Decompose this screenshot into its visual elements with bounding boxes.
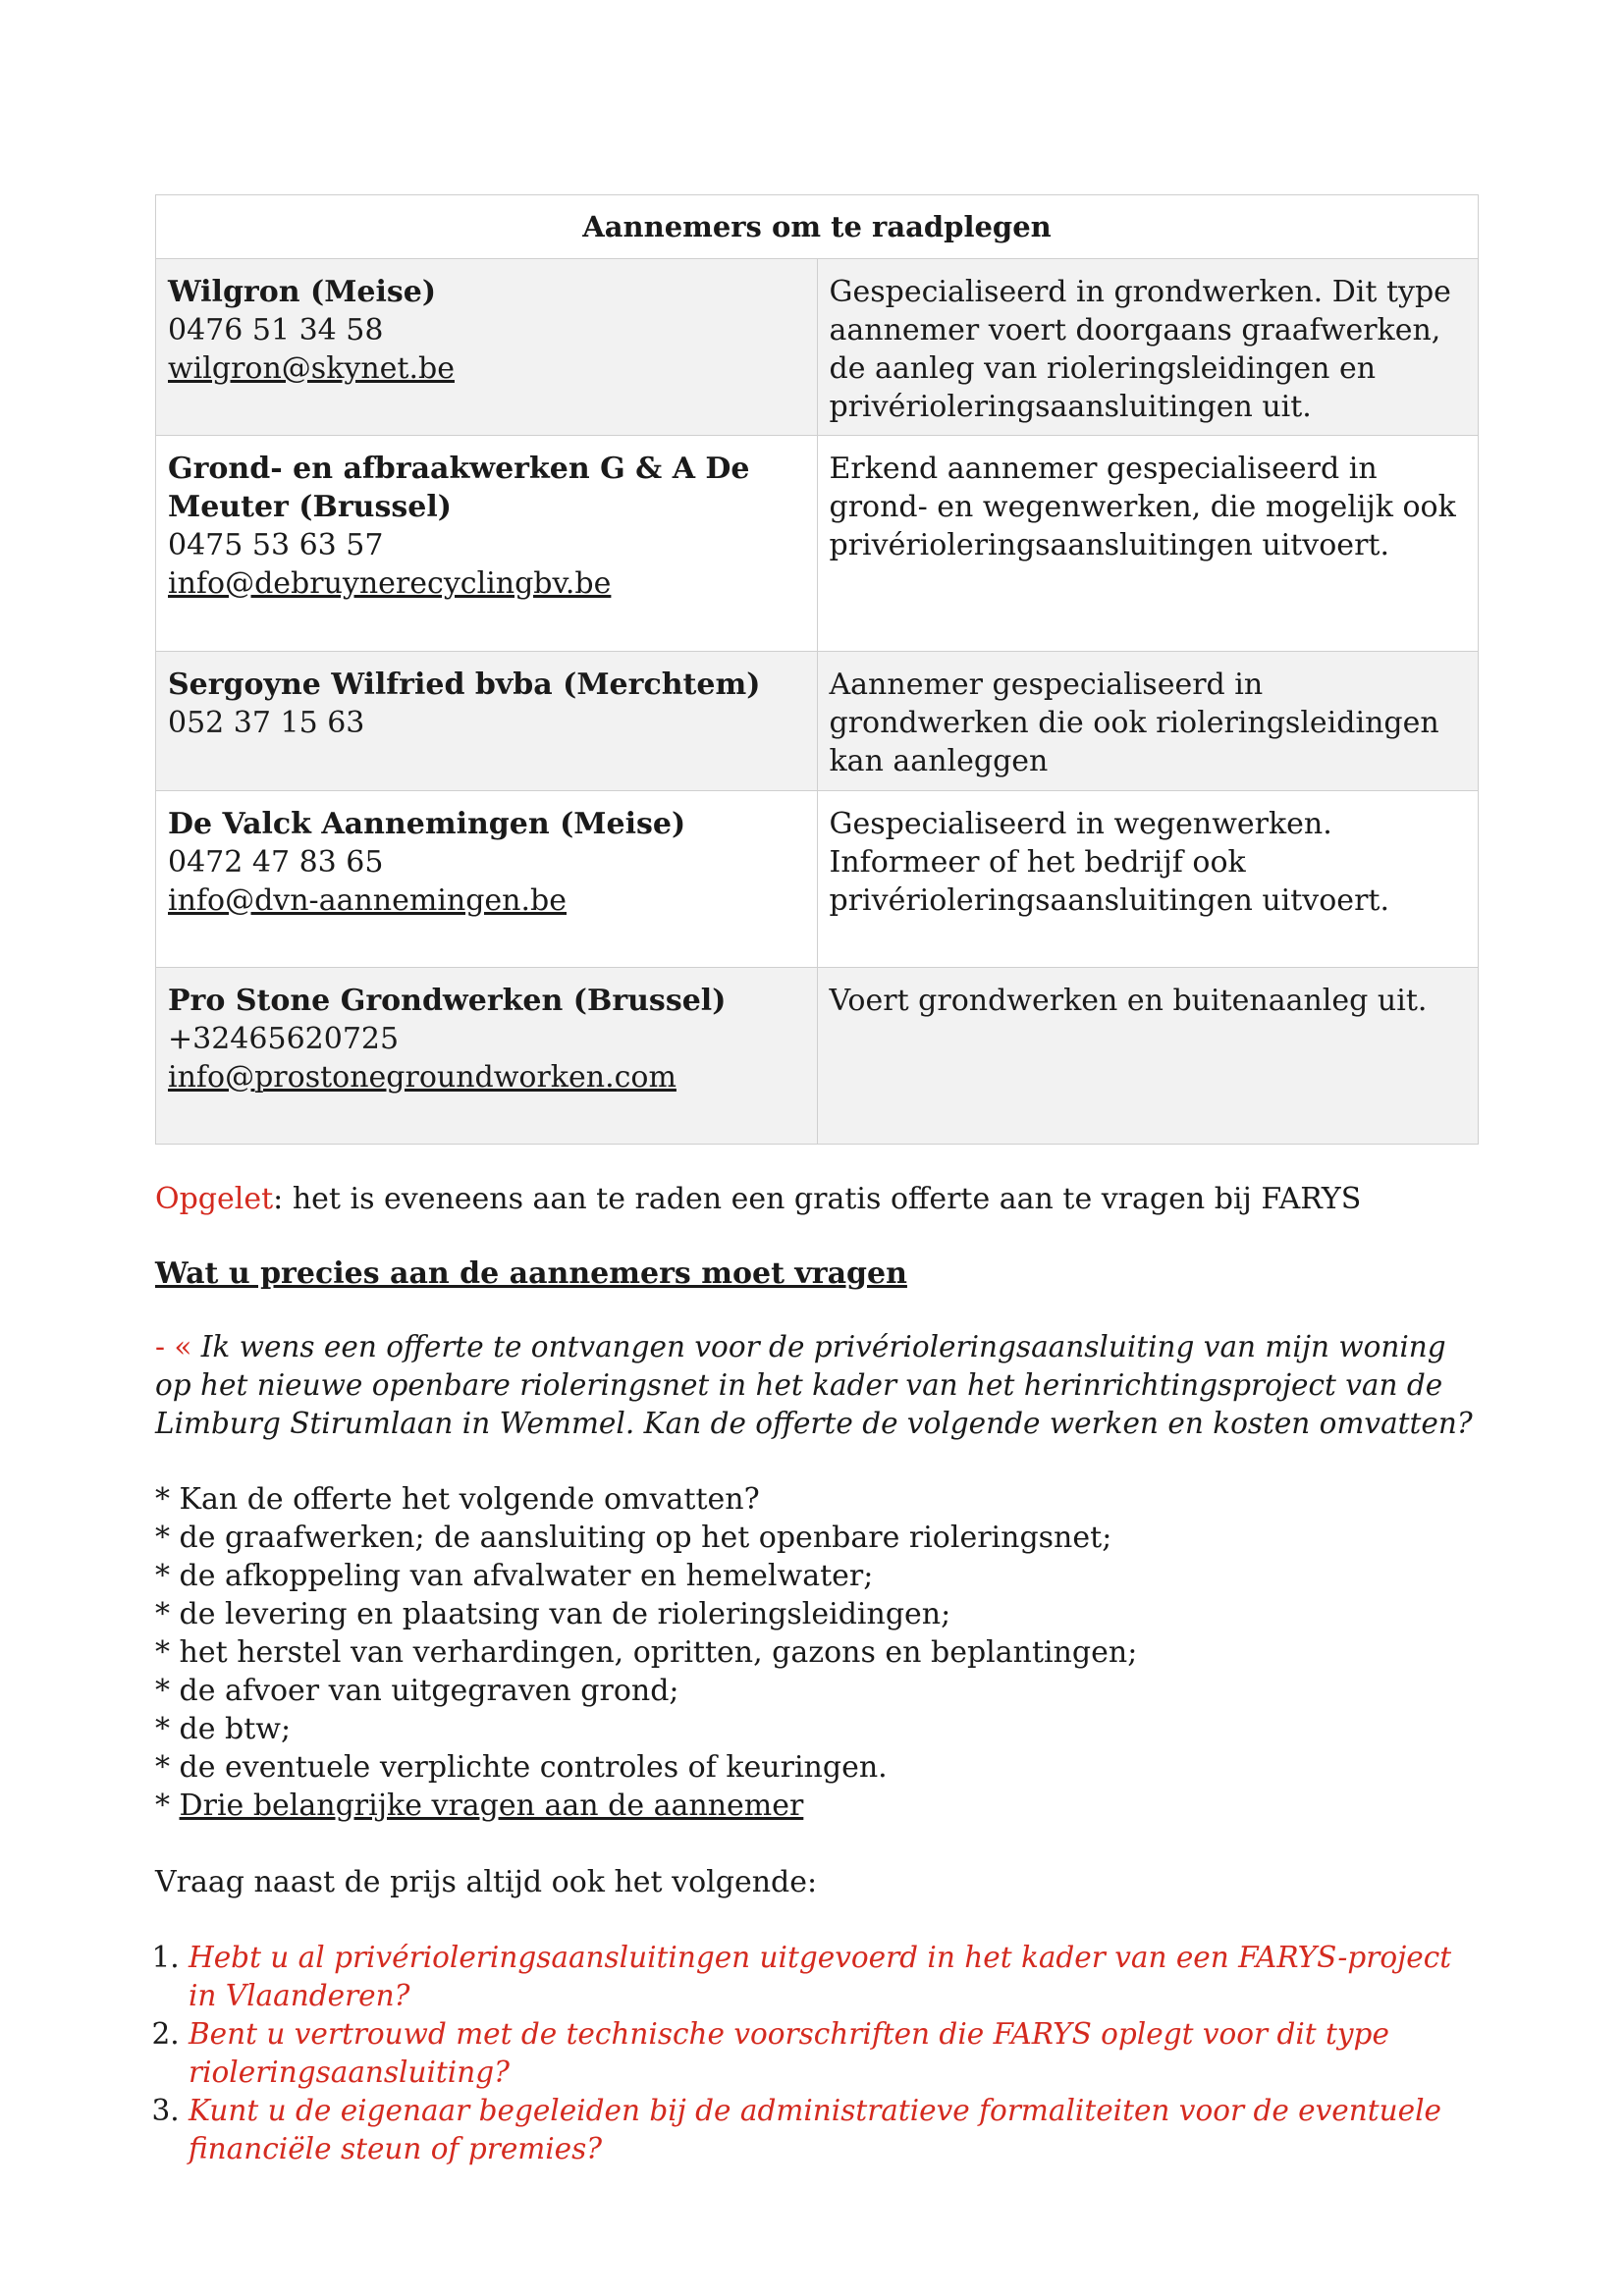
- contractor-cell: [156, 436, 818, 652]
- warning-label: Opgelet: [155, 1182, 274, 1216]
- contractor-description: Voert grondwerken en buitenaanleg uit.: [817, 968, 1479, 1145]
- work-items-list: [155, 1480, 1479, 1825]
- contractor-phone: 0472 47 83 65: [168, 845, 384, 880]
- warning-note: [155, 1180, 1479, 1219]
- quote-paragraph: [155, 1328, 1479, 1443]
- table-row: [156, 652, 1479, 791]
- list-item: * de levering en plaatsing van de rioleringsleidingen;: [155, 1597, 951, 1631]
- section-heading: Wat u precies aan de aannemers moet vragen: [155, 1256, 907, 1291]
- contractor-description: Gespecialiseerd in grondwerken. Dit type aannemer voert doorgaans graafwerken, de aanleg van rioleringsleidingen en privérioleringsaansluitingen uit.: [817, 259, 1479, 436]
- list-item: * het herstel van verhardingen, opritten, gazons en beplantingen;: [155, 1635, 1138, 1670]
- list-item: * de afkoppeling van afvalwater en hemelwater;: [155, 1559, 874, 1593]
- list-item: [155, 1787, 1479, 1825]
- contractor-phone: +32465620725: [168, 1022, 400, 1056]
- quote-dash: - «: [155, 1330, 192, 1363]
- table-header-row: [156, 195, 1479, 259]
- table-header: Aannemers om te raadplegen: [156, 195, 1479, 259]
- question-item: 3. Kunt u de eigenaar begeleiden bij de administratieve formaliteiten voor de eventuele financiële steun of premies?: [189, 2092, 1479, 2168]
- contractor-email-link[interactable]: wilgron@skynet.be: [168, 351, 455, 386]
- list-item: * de btw;: [155, 1712, 292, 1746]
- table-row: [156, 791, 1479, 968]
- questions-list: [155, 1939, 1479, 2168]
- warning-text: : het is eveneens aan te raden een gratis offerte aan te vragen bij FARYS: [273, 1182, 1362, 1216]
- questions-link[interactable]: Drie belangrijke vragen aan de aannemer: [179, 1789, 804, 1823]
- contractor-cell: [156, 968, 818, 1145]
- list-item: * de afvoer van uitgegraven grond;: [155, 1674, 679, 1708]
- table-row: [156, 259, 1479, 436]
- list-item-star: *: [155, 1789, 180, 1823]
- list-item: * de eventuele verplichte controles of keuringen.: [155, 1750, 888, 1785]
- contractor-description: Aannemer gespecialiseerd in grondwerken die ook rioleringsleidingen kan aanleggen: [817, 652, 1479, 791]
- contractor-name: Grond- en afbraakwerken G & A De Meuter (Brussel): [168, 452, 750, 524]
- list-item: * Kan de offerte het volgende omvatten?: [155, 1482, 760, 1517]
- intro-text: Vraag naast de prijs altijd ook het volgende:: [155, 1865, 818, 1899]
- contractor-name: De Valck Aannemingen (Meise): [168, 807, 686, 841]
- contractor-email-link[interactable]: info@dvn-aannemingen.be: [168, 883, 567, 918]
- contractor-email-link[interactable]: info@prostonegroundworken.com: [168, 1060, 677, 1095]
- contractor-name: Sergoyne Wilfried bvba (Merchtem): [168, 667, 761, 702]
- contractor-phone: 0476 51 34 58: [168, 313, 384, 347]
- contractor-email-link[interactable]: info@debruynerecyclingbv.be: [168, 566, 612, 601]
- table-row: [156, 968, 1479, 1145]
- contractors-table: [155, 194, 1479, 1145]
- list-item: * de graafwerken; de aansluiting op het openbare rioleringsnet;: [155, 1521, 1112, 1555]
- document-page: [155, 194, 1479, 2168]
- question-item: 2. Bent u vertrouwd met de technische voorschriften die FARYS oplegt voor dit type rioleringsaansluiting?: [189, 2015, 1479, 2092]
- contractor-description: Erkend aannemer gespecialiseerd in grond- en wegenwerken, die mogelijk ook privérioleringsaansluitingen uitvoert.: [817, 436, 1479, 652]
- contractor-name: Pro Stone Grondwerken (Brussel): [168, 984, 727, 1018]
- contractor-cell: [156, 652, 818, 791]
- contractor-cell: [156, 259, 818, 436]
- contractor-phone: 0475 53 63 57: [168, 528, 384, 562]
- question-item: 1. Hebt u al privérioleringsaansluitingen uitgevoerd in het kader van een FARYS-project in Vlaanderen?: [189, 1939, 1479, 2015]
- quote-text: Ik wens een offerte te ontvangen voor de privérioleringsaansluiting van mijn woning op het nieuwe openbare rioleringsnet in het kader van het herinrichtingsproject van de Limburg Stirumlaan in Wemmel. Kan de offerte de volgende werken en kosten omvatten?: [155, 1330, 1473, 1440]
- contractor-name: Wilgron (Meise): [168, 275, 437, 309]
- contractor-cell: [156, 791, 818, 968]
- contractor-description: Gespecialiseerd in wegenwerken. Informeer of het bedrijf ook privérioleringsaansluitingen uitvoert.: [817, 791, 1479, 968]
- contractor-phone: 052 37 15 63: [168, 706, 365, 740]
- table-row: [156, 436, 1479, 652]
